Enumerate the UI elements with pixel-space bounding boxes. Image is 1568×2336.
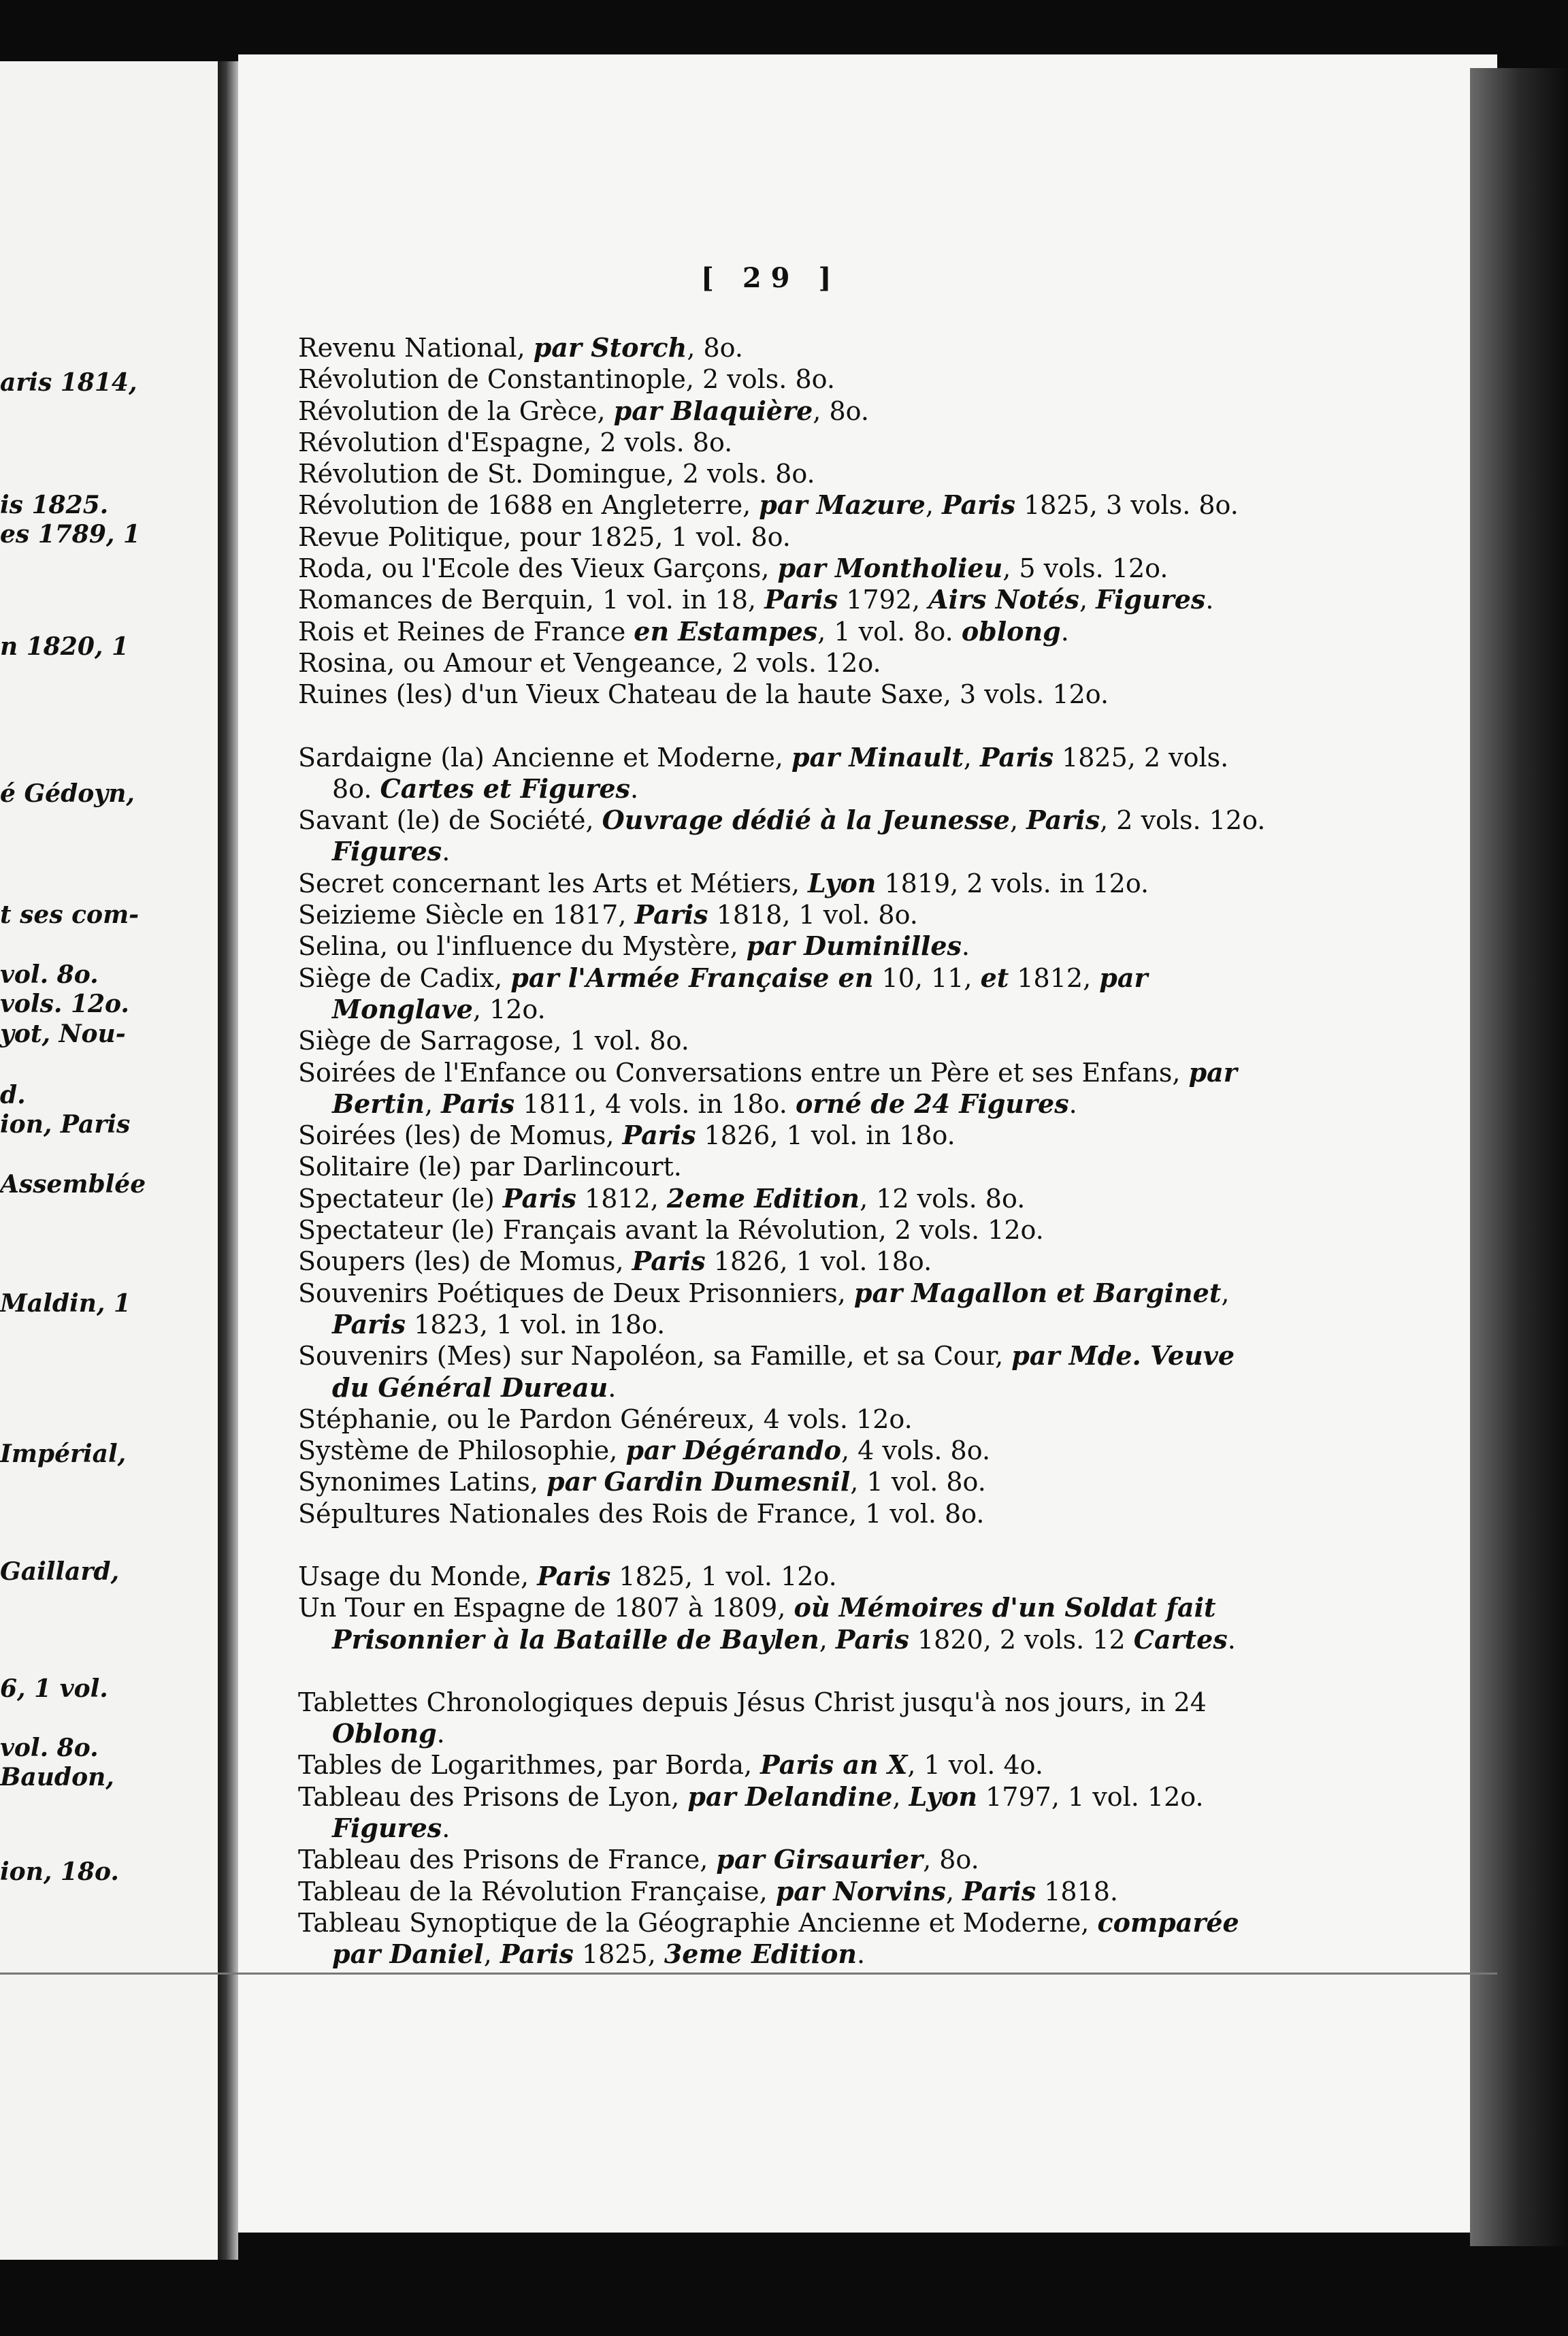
catalogue-entry: Savant (le) de Société, Ouvrage dédié à la Jeunesse, Paris, 2 vols. 12o. Figures. [298,805,1266,867]
catalogue-entry: Roda, ou l'Ecole des Vieux Garçons, par Montholieu, 5 vols. 12o. [298,553,1169,584]
left-page-fragment: is 1825. [0,491,109,519]
catalogue-entry: Un Tour en Espagne de 1807 à 1809, où Mémoires d'un Soldat fait Prisonnier à la Bataille de Baylen, Paris 1820, 2 vols. 12 Cartes. [298,1592,1236,1655]
left-page-fragment: é Gédoyn, [0,779,135,808]
left-page-fragment: n 1820, 1 [0,632,129,661]
left-page-fragment: d. [0,1081,26,1109]
catalogue-entry: Révolution de la Grèce, par Blaquière, 8o. [298,395,869,426]
catalogue-entry: Souvenirs Poétiques de Deux Prisonniers, par Magallon et Barginet, Paris 1823, 1 vol. in 18o. [298,1277,1230,1340]
catalogue-entry: Ruines (les) d'un Vieux Chateau de la haute Saxe, 3 vols. 12o. [298,679,1109,710]
catalogue-entry: Révolution de Constantinople, 2 vols. 8o. [298,364,835,395]
catalogue-entry: Stéphanie, ou le Pardon Généreux, 4 vols. 12o. [298,1404,913,1434]
catalogue-entry: Révolution de St. Domingue, 2 vols. 8o. [298,459,815,489]
catalogue-entry: Rosina, ou Amour et Vengeance, 2 vols. 12o. [298,647,881,678]
catalogue-entry: Souvenirs (Mes) sur Napoléon, sa Famille, et sa Cour, par Mde. Veuve du Général Dureau. [298,1340,1235,1403]
catalogue-entry: Tableau des Prisons de France, par Girsaurier, 8o. [298,1844,979,1875]
catalogue-entry: Revue Politique, pour 1825, 1 vol. 8o. [298,521,791,552]
left-page-margin [0,61,218,2260]
scan-rule-line [0,1973,1497,1975]
left-page-fragment: vol. 8o. [0,960,99,989]
left-page-fragment: Gaillard, [0,1557,120,1586]
catalogue-entry: Solitaire (le) par Darlincourt. [298,1152,682,1182]
left-page-fragment: ion, 18o. [0,1858,119,1886]
catalogue-entry: Tableau de la Révolution Française, par Norvins, Paris 1818. [298,1875,1119,1907]
left-page-fragment: ion, Paris [0,1110,131,1139]
catalogue-entry: Siège de Sarragose, 1 vol. 8o. [298,1026,689,1056]
catalogue-entry: Secret concernant les Arts et Métiers, Lyon 1819, 2 vols. in 12o. [298,867,1149,898]
left-page-fragment: Baudon, [0,1763,114,1791]
catalogue-entry: Revenu National, par Storch, 8o. [298,332,743,363]
catalogue-entry: Soirées (les) de Momus, Paris 1826, 1 vol. in 18o. [298,1120,956,1151]
catalogue-entries [298,332,1271,1970]
catalogue-entry: Seizieme Siècle en 1817, Paris 1818, 1 vol. 8o. [298,899,918,930]
left-page-fragment: yot, Nou- [0,1020,126,1048]
section-gap [298,1655,1271,1687]
catalogue-entry: Selina, ou l'influence du Mystère, par Duminilles. [298,930,970,962]
left-page-fragment: Assemblée [0,1170,146,1199]
catalogue-entry: Rois et Reines de France en Estampes, 1 vol. 8o. oblong. [298,615,1069,647]
left-page-fragment: Maldin, 1 [0,1289,131,1318]
section-gap [298,711,1271,742]
catalogue-entry: Révolution de 1688 en Angleterre, par Mazure, Paris 1825, 3 vols. 8o. [298,489,1239,521]
catalogue-entry: Révolution d'Espagne, 2 vols. 8o. [298,427,733,457]
left-page-fragment: vols. 12o. [0,990,129,1018]
catalogue-entry: Tablettes Chronologiques depuis Jésus Christ jusqu'à nos jours, in 24 Oblong. [298,1687,1207,1749]
catalogue-entry: Sépultures Nationales des Rois de France, 1 vol. 8o. [298,1498,985,1529]
catalogue-entry: Sardaigne (la) Ancienne et Moderne, par Minault, Paris 1825, 2 vols. 8o. Cartes et Figures. [298,741,1229,804]
catalogue-entry: Soupers (les) de Momus, Paris 1826, 1 vol. 18o. [298,1246,932,1277]
catalogue-entry: Soirées de l'Enfance ou Conversations entre un Père et ses Enfans, par Bertin, Paris 1811, 4 vols. in 18o. orné de 24 Figures. [298,1056,1237,1119]
catalogue-entry: Tableau Synoptique de la Géographie Ancienne et Moderne, comparée par Daniel, Paris 1825, 3eme Edition. [298,1907,1239,1970]
left-page-fragment: t ses com- [0,901,140,929]
left-page-fragment: vol. 8o. [0,1734,99,1762]
page-edge-shadow [1470,68,1568,2246]
catalogue-entry: Spectateur (le) Français avant la Révolution, 2 vols. 12o. [298,1215,1044,1246]
book-gutter [218,61,238,2260]
catalogue-entry: Synonimes Latins, par Gardin Dumesnil, 1 vol. 8o. [298,1466,986,1497]
catalogue-entry: Spectateur (le) Paris 1812, 2eme Edition, 12 vols. 8o. [298,1182,1026,1214]
left-page-fragment: es 1789, 1 [0,520,141,549]
catalogue-entry: Siège de Cadix, par l'Armée Française en 10, 11, et 1812, par Monglave, 12o. [298,962,1148,1024]
left-page-fragment: aris 1814, [0,368,137,397]
left-page-fragment: 6, 1 vol. [0,1674,108,1703]
catalogue-entry: Tables de Logarithmes, par Borda, Paris an X, 1 vol. 4o. [298,1749,1043,1781]
page-number: [ 29 ] [701,262,841,294]
section-gap [298,1529,1271,1561]
catalogue-entry: Romances de Berquin, 1 vol. in 18, Paris 1792, Airs Notés, Figures. [298,584,1214,615]
catalogue-entry: Système de Philosophie, par Dégérando, 4 vols. 8o. [298,1435,991,1466]
catalogue-entry: Tableau des Prisons de Lyon, par Delandine, Lyon 1797, 1 vol. 12o. Figures. [298,1781,1204,1844]
left-page-fragment: Impérial, [0,1440,127,1468]
catalogue-entry: Usage du Monde, Paris 1825, 1 vol. 12o. [298,1560,837,1591]
